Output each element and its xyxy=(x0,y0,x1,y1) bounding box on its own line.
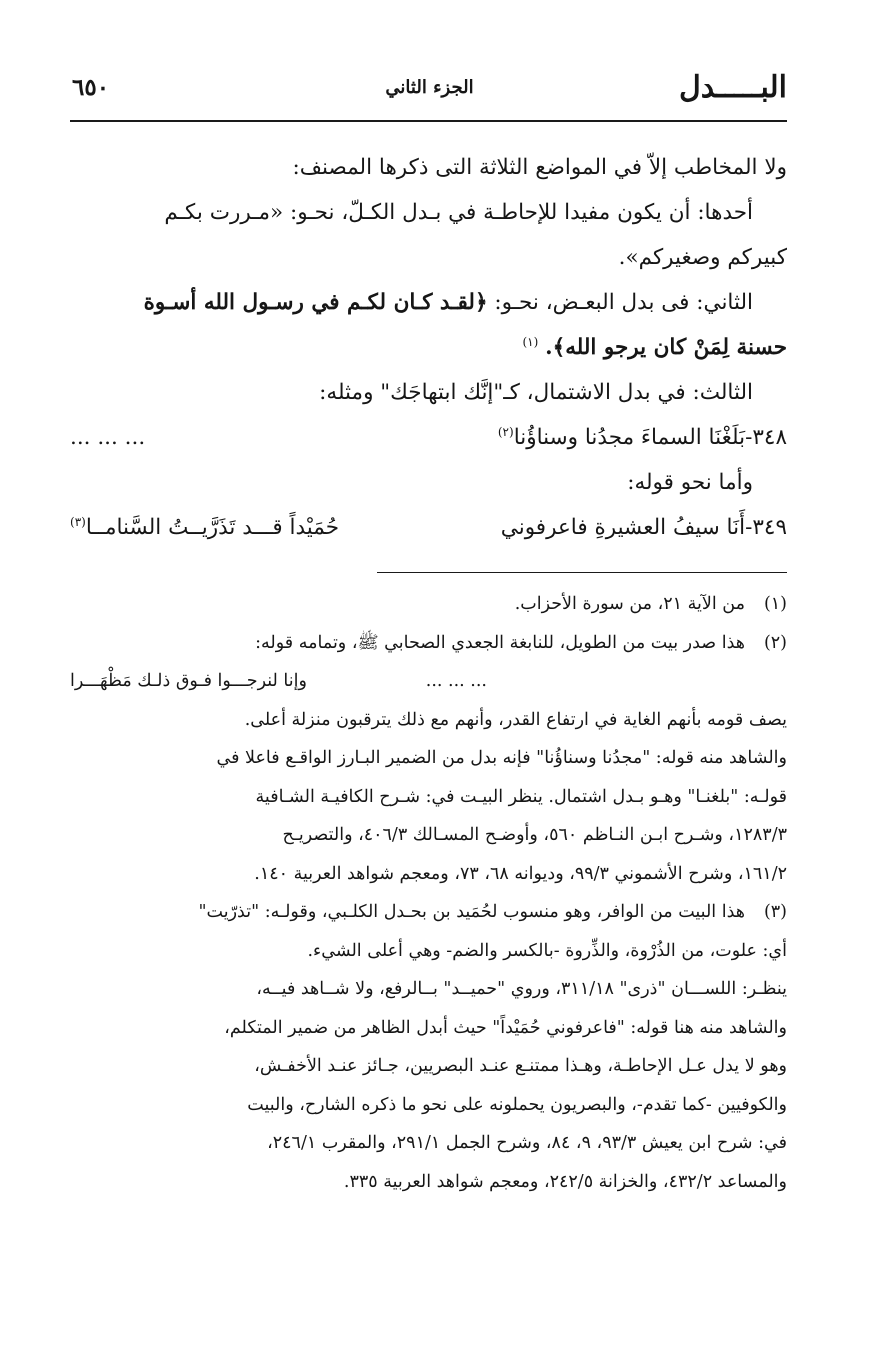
verse-second-hemistich xyxy=(70,505,339,550)
footnote-line: في: شرح ابن يعيش ٩٣/٣، ٩، ٨٤، وشرح الجمل ٢٩١/١، والمقرب ٢٤٦/١، xyxy=(267,1133,787,1153)
verse-first-hemistich: ٣٤٩-أَنَا سيفُ العشيرةِ فاعرفوني xyxy=(500,515,787,540)
footnote-line: يصف قومه بأنهم الغاية في ارتفاع القدر، وأنهم مع ذلك يترقبون منزلة أعلى. xyxy=(244,709,787,730)
footnote-line: ١٦١/٢، وشرح الأشموني ٩٩/٣، وديوانه ٦٨، ٧٣، ومعجم شواهد العربية ١٤٠. xyxy=(254,863,787,884)
footnote-divider xyxy=(377,572,787,573)
footnote-line: والشاهد منه قوله: "مجدُنا وسناؤُنا" فإنه بدل من الضمير البـارز الواقـع فاعلا في xyxy=(216,748,787,768)
footnote-text: هذا البيت من الوافر، وهو منسوب لحُمَيد بن بحـدل الكلـبي، وقولـه: "تذرّيت" xyxy=(198,902,745,922)
page-header xyxy=(72,66,787,110)
chapter-title: البـــــدل xyxy=(678,70,787,105)
footnote-line: وهو لا يدل عـل الإحاطـة، وهـذا ممتنـع عنـد البصريين، جـائز عنـد الأخفـش، xyxy=(254,1056,787,1076)
verse-second-hemistich: وإنا لنرجـــوا فـوق ذلـك مَظْهَـــرا xyxy=(70,671,307,691)
footnote-marker: (٣) xyxy=(70,514,86,529)
header-divider xyxy=(70,120,787,122)
footnote-number: (٢) xyxy=(763,632,787,653)
text-line: أحدها: أن يكون مفيدا للإحاطـة في بـدل الكـلّ، نحـو: «مـررت بكـم xyxy=(164,200,753,225)
footnote-text: هذا صدر بيت من الطويل، للنابغة الجعدي الصحابي ﷺ، وتمامه قوله: xyxy=(255,632,745,653)
footnote-line: ينظـر: اللســـان "ذرى" ٣١١/١٨، وروي "حميــد" بــالرفع، ولا شــاهد فيــه، xyxy=(256,979,787,999)
verse-text: حُمَيْداً قـــد تَذَرَّيــتُ السَّنامــا xyxy=(85,515,340,540)
page-number: ٦٥٠ xyxy=(72,74,110,101)
text-line xyxy=(70,280,787,325)
quran-quote: حسنة لِمَنْ كان يرجو الله﴾. xyxy=(545,335,787,360)
footnote-verse xyxy=(70,662,787,701)
verse-first-hemistich: ... ... ... xyxy=(425,671,487,691)
text-line: كبيركم وصغيركم». xyxy=(618,245,787,270)
text-line xyxy=(70,325,787,370)
footnote-line: والكوفيين -كما تقدم-، والبصريون يحملونه على نحو ما ذكره الشارح، والبيت xyxy=(247,1094,787,1115)
footnote-line: قولـه: "بلغنـا" وهـو بـدل اشتمال. ينظر البيـت في: شـرح الكافيـة الشـافية xyxy=(255,786,787,807)
text-segment: الثاني: فى بدل البعـض، نحـو: xyxy=(494,290,753,315)
text-line: الثالث: في بدل الاشتمال، كـ"إنَّك ابتهاجَك" ومثله: xyxy=(319,380,753,405)
quran-quote: ﴿لقـد كـان لكـم في رسـول الله أسـوة xyxy=(143,290,488,315)
verse-349 xyxy=(70,505,787,550)
verse-348 xyxy=(70,415,787,460)
footnote-3 xyxy=(70,893,787,932)
footnote-number: (٣) xyxy=(763,902,787,922)
volume-label: الجزء الثاني xyxy=(385,77,474,98)
footnote-number: (١) xyxy=(763,594,787,614)
main-text xyxy=(70,145,787,550)
text-line: وأما نحو قوله: xyxy=(627,470,753,495)
text-line: ولا المخاطب إلاّ في المواضع الثلاثة التى ذكرها المصنف: xyxy=(292,155,787,180)
footnote-2 xyxy=(70,624,787,663)
verse-text: ٣٤٨-بَلَغْنَا السماءَ مجدُنا وسناؤُنا xyxy=(513,425,787,450)
verse-second-hemistich: ... ... ... xyxy=(70,425,146,450)
footnote-line: ١٢٨٣/٣، وشـرح ابـن النـاظم ٥٦٠، وأوضـح المسـالك ٤٠٦/٣، والتصريـح xyxy=(282,825,787,845)
footnote-line: أي: علوت، من الذُرْوة، والذِّروة -بالكسر والضم- وهي أعلى الشيء. xyxy=(307,940,787,961)
footnote-text: من الآية ٢١، من سورة الأحزاب. xyxy=(514,594,745,614)
footnote-line: والمساعد ٤٣٢/٢، والخزانة ٢٤٢/٥، ومعجم شواهد العربية ٣٣٥. xyxy=(343,1171,787,1192)
footnote-1 xyxy=(70,585,787,624)
footnotes xyxy=(70,585,787,1201)
footnote-marker: (٢) xyxy=(497,424,514,439)
footnote-line: والشاهد منه هنا قوله: "فاعرفوني حُمَيْداً" حيث أبدل الظاهر من ضمير المتكلم، xyxy=(224,1017,787,1038)
verse-first-hemistich xyxy=(498,415,787,460)
footnote-marker: (١) xyxy=(522,334,539,349)
